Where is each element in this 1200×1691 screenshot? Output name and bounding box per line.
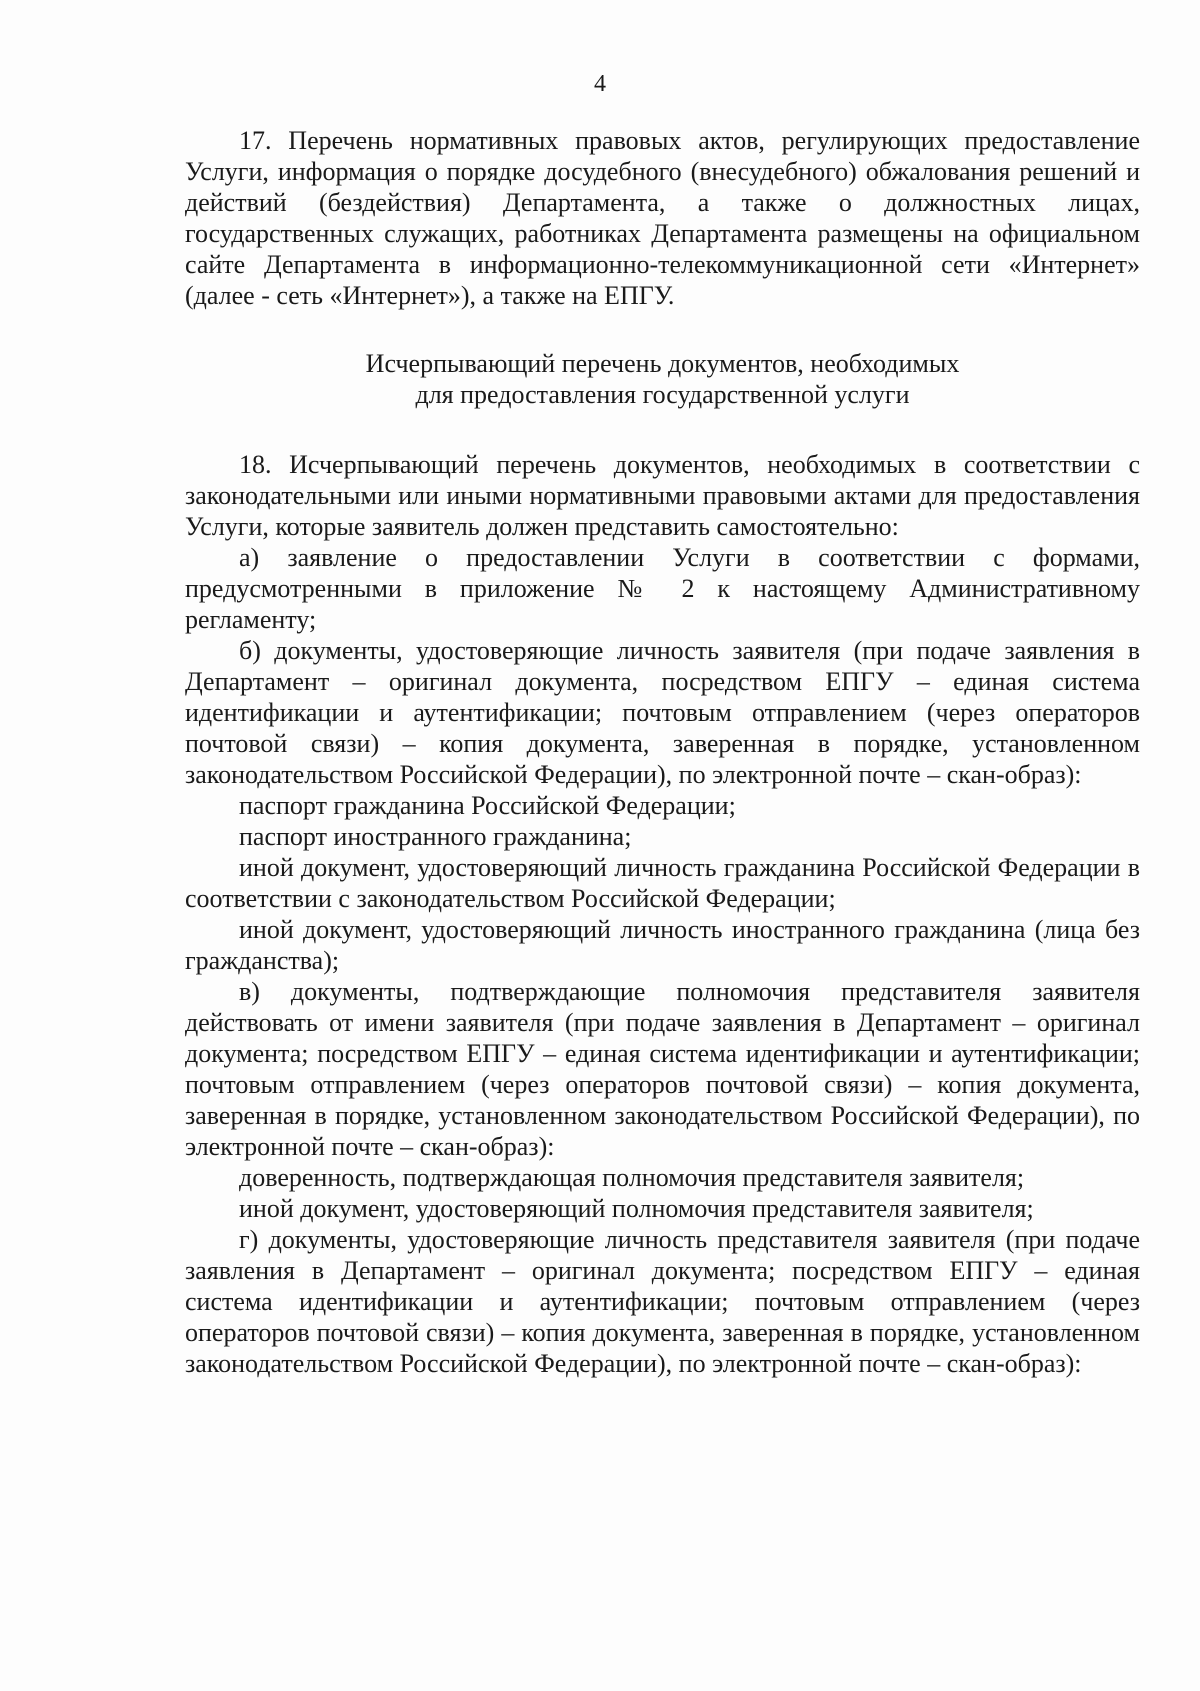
paragraph-18-b: б) документы, удостоверяющие личность заявителя (при подаче заявления в Департамент – оригинал документа, посредством ЕПГУ – единая система идентификации и аутентификации; почтовым отправлением (через операторов почтовой связи) – копия документа, заверенная в порядке, установленном законодательством Российской Федерации), по электронной почте – скан-образ):: [185, 636, 1140, 789]
paragraph-18: 18. Исчерпывающий перечень документов, необходимых в соответствии с законодательными или иными нормативными правовыми актами для предоставления Услуги, которые заявитель должен представить самостоятельно:: [185, 450, 1140, 541]
paragraph-18-v: в) документы, подтверждающие полномочия представителя заявителя действовать от имени заявителя (при подаче заявления в Департамент – оригинал документа; посредством ЕПГУ – единая система идентификации и аутентификации; почтовым отправлением (через операторов почтовой связи) – копия документа, заверенная в порядке, установленном законодательством Российской Федерации), по электронной почте – скан-образ):: [185, 977, 1140, 1161]
section-heading-line-1: Исчерпывающий перечень документов, необходимых: [365, 349, 960, 378]
list-item-v-2: иной документ, удостоверяющий полномочия представителя заявителя;: [239, 1194, 1034, 1223]
list-item-v-1: доверенность, подтверждающая полномочия представителя заявителя;: [239, 1163, 1025, 1192]
list-item-b-4: иной документ, удостоверяющий личность иностранного гражданина (лица без гражданства);: [185, 915, 1140, 975]
section-heading: [185, 348, 1140, 410]
paragraph-18-a: а) заявление о предоставлении Услуги в соответствии с формами, предусмотренными в приложение № 2 к настоящему Административному регламенту;: [185, 543, 1140, 634]
page-number: 4: [594, 71, 606, 97]
list-item-b-1: паспорт гражданина Российской Федерации;: [239, 791, 736, 820]
paragraph-18-g: г) документы, удостоверяющие личность представителя заявителя (при подаче заявления в Департамент – оригинал документа; посредством ЕПГУ – единая система идентификации и аутентификации; почтовым отправлением (через операторов почтовой связи) – копия документа, заверенная в порядке, установленном законодательством Российской Федерации), по электронной почте – скан-образ):: [185, 1225, 1140, 1378]
document-body: [185, 125, 1140, 1379]
list-item-b-2: паспорт иностранного гражданина;: [239, 822, 632, 851]
paragraph-17: 17. Перечень нормативных правовых актов, регулирующих предоставление Услуги, информация о порядке досудебного (внесудебного) обжалования решений и действий (бездействия) Департамента, а также о должностных лицах, государственных служащих, работниках Департамента размещены на официальном сайте Департамента в информационно-телекоммуникационной сети «Интернет» (далее - сеть «Интернет»), а также на ЕПГУ.: [185, 126, 1140, 310]
section-heading-line-2: для предоставления государственной услуги: [415, 380, 910, 409]
list-item-b-3: иной документ, удостоверяющий личность гражданина Российской Федерации в соответствии с законодательством Российской Федерации;: [185, 853, 1140, 913]
